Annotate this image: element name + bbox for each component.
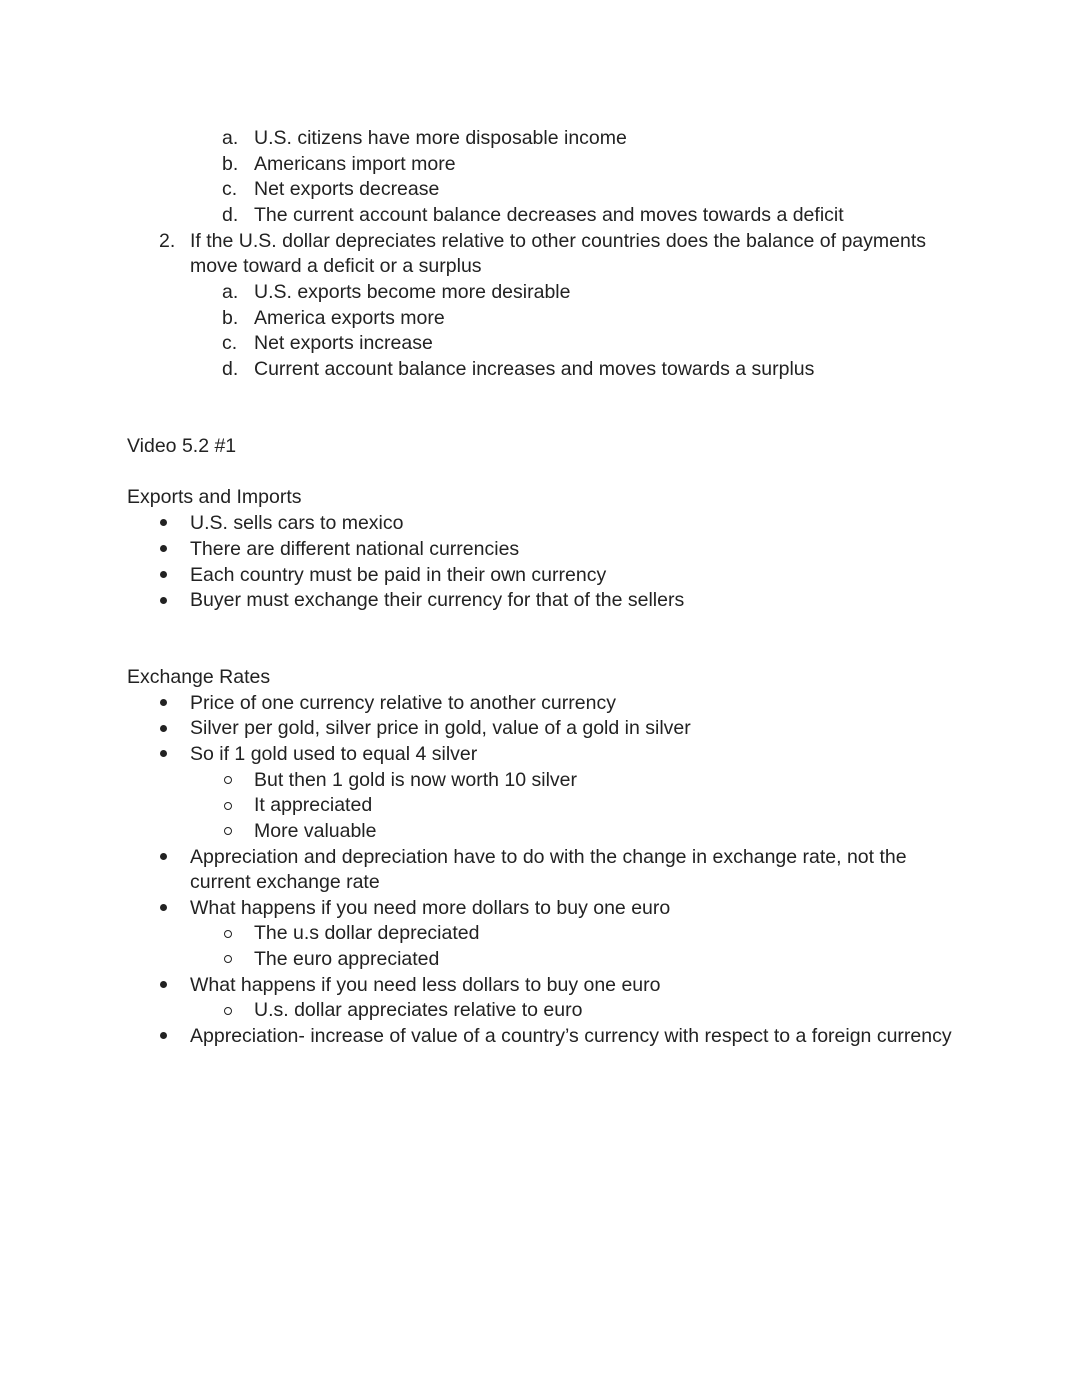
list-item: Net exports increase: [254, 332, 433, 354]
sub-bullet-icon: [224, 930, 232, 938]
bullet-icon: [160, 519, 167, 526]
sub-bullet-item: But then 1 gold is now worth 10 silver: [254, 769, 578, 791]
bullet-item: Appreciation- increase of value of a country’s currency with respect to a foreign currency: [190, 1025, 952, 1047]
list-item: U.S. citizens have more disposable income: [254, 127, 627, 149]
bullet-icon: [160, 571, 167, 578]
section-heading: Exports and Imports: [127, 486, 302, 508]
bullet-item: What happens if you need more dollars to buy one euro: [190, 897, 671, 919]
question-text-continued: move toward a deficit or a surplus: [190, 255, 482, 277]
sub-bullet-icon: [224, 827, 232, 835]
list-item: U.S. exports become more desirable: [254, 281, 571, 303]
list-item: America exports more: [254, 307, 445, 329]
bullet-item-continued: current exchange rate: [190, 871, 380, 893]
section-heading: Exchange Rates: [127, 666, 271, 688]
question-text: If the U.S. dollar depreciates relative to other countries does the balance of payments: [190, 230, 927, 252]
bullet-item: Each country must be paid in their own currency: [190, 564, 607, 586]
list-marker: c.: [222, 178, 238, 200]
bullet-item: Buyer must exchange their currency for that of the sellers: [190, 589, 685, 611]
sub-bullet-item: More valuable: [254, 820, 377, 842]
bullet-icon: [160, 750, 167, 757]
sub-bullet-icon: [224, 1007, 232, 1015]
bullet-item: Price of one currency relative to another currency: [190, 692, 616, 714]
list-item: Net exports decrease: [254, 178, 440, 200]
sub-bullet-icon: [224, 776, 232, 784]
bullet-icon: [160, 725, 167, 732]
question-number: 2.: [159, 230, 176, 252]
sub-bullet-icon: [224, 802, 232, 810]
bullet-icon: [160, 1032, 167, 1039]
bullet-item: Silver per gold, silver price in gold, value of a gold in silver: [190, 717, 691, 739]
list-item: Americans import more: [254, 153, 456, 175]
bullet-icon: [160, 981, 167, 988]
list-item: Current account balance increases and moves towards a surplus: [254, 358, 815, 380]
sub-bullet-item: U.s. dollar appreciates relative to euro: [254, 999, 583, 1021]
list-marker: a.: [222, 281, 239, 303]
bullet-item: U.S. sells cars to mexico: [190, 512, 404, 534]
bullet-icon: [160, 904, 167, 911]
sub-bullet-item: It appreciated: [254, 794, 373, 816]
section-heading-video: Video 5.2 #1: [127, 435, 237, 457]
sub-bullet-icon: [224, 955, 232, 963]
list-item: The current account balance decreases and moves towards a deficit: [254, 204, 844, 226]
bullet-item: Appreciation and depreciation have to do with the change in exchange rate, not the: [190, 846, 907, 868]
list-marker: a.: [222, 127, 239, 149]
list-marker: b.: [222, 307, 239, 329]
list-marker: d.: [222, 204, 239, 226]
sub-bullet-item: The u.s dollar depreciated: [254, 922, 480, 944]
bullet-icon: [160, 699, 167, 706]
list-marker: c.: [222, 332, 238, 354]
bullet-item: There are different national currencies: [190, 538, 520, 560]
list-marker: b.: [222, 153, 239, 175]
bullet-icon: [160, 545, 167, 552]
list-marker: d.: [222, 358, 239, 380]
bullet-icon: [160, 597, 167, 604]
bullet-icon: [160, 853, 167, 860]
bullet-item: So if 1 gold used to equal 4 silver: [190, 743, 478, 765]
sub-bullet-item: The euro appreciated: [254, 948, 440, 970]
bullet-item: What happens if you need less dollars to buy one euro: [190, 974, 661, 996]
